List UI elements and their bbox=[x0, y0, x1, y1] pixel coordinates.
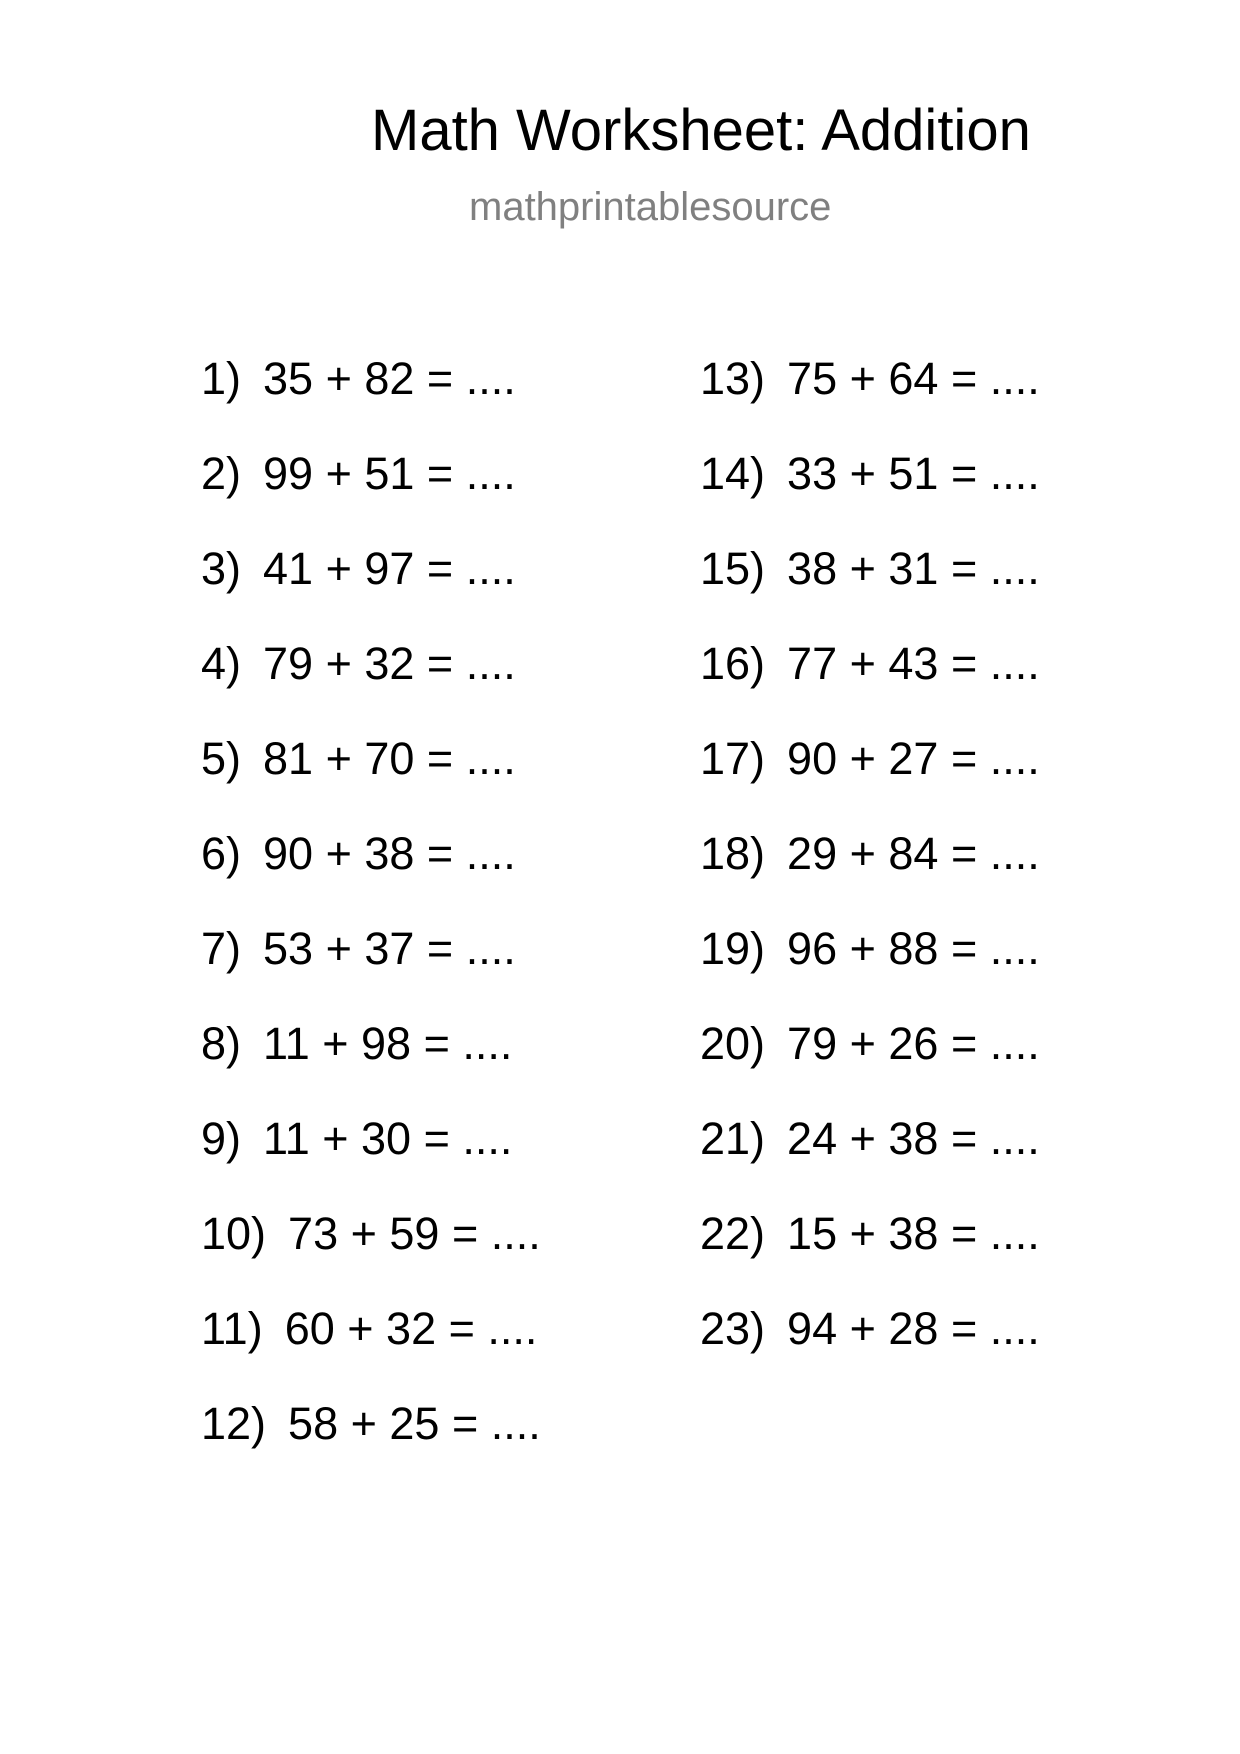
problem-expression: 75 + 64 = .... bbox=[787, 353, 1040, 404]
problem-number: 16) bbox=[700, 638, 766, 689]
problem-expression: 81 + 70 = .... bbox=[263, 733, 516, 784]
problem-expression: 58 + 25 = .... bbox=[288, 1398, 541, 1449]
problem-expression: 33 + 51 = .... bbox=[787, 448, 1040, 499]
problem-number: 13) bbox=[700, 353, 766, 404]
problem-item bbox=[201, 1091, 541, 1186]
problem-number: 6) bbox=[201, 828, 242, 879]
problem-expression: 53 + 37 = .... bbox=[263, 923, 516, 974]
problem-expression: 38 + 31 = .... bbox=[787, 543, 1040, 594]
problem-number: 3) bbox=[201, 543, 242, 594]
problem-item bbox=[201, 1281, 541, 1376]
problem-number: 11) bbox=[201, 1303, 263, 1354]
problem-item bbox=[201, 901, 541, 996]
problem-item bbox=[700, 901, 1040, 996]
problem-number: 12) bbox=[201, 1398, 267, 1449]
problem-item bbox=[201, 806, 541, 901]
problem-expression: 15 + 38 = .... bbox=[787, 1208, 1040, 1259]
problem-number: 22) bbox=[700, 1208, 766, 1259]
problem-number: 19) bbox=[700, 923, 766, 974]
problem-item bbox=[201, 426, 541, 521]
problem-expression: 77 + 43 = .... bbox=[787, 638, 1040, 689]
problem-number: 23) bbox=[700, 1303, 766, 1354]
problem-item bbox=[700, 711, 1040, 806]
problem-expression: 96 + 88 = .... bbox=[787, 923, 1040, 974]
problem-item bbox=[201, 521, 541, 616]
problem-number: 8) bbox=[201, 1018, 242, 1069]
problem-expression: 73 + 59 = .... bbox=[288, 1208, 541, 1259]
problem-expression: 90 + 38 = .... bbox=[263, 828, 516, 879]
problem-item bbox=[700, 806, 1040, 901]
problem-number: 1) bbox=[201, 353, 242, 404]
problem-expression: 41 + 97 = .... bbox=[263, 543, 516, 594]
problem-expression: 11 + 30 = .... bbox=[263, 1113, 513, 1164]
problem-item bbox=[700, 1281, 1040, 1376]
problem-item bbox=[201, 1186, 541, 1281]
problems-column-left bbox=[201, 331, 541, 1471]
problem-number: 17) bbox=[700, 733, 766, 784]
problem-item bbox=[700, 996, 1040, 1091]
problem-number: 18) bbox=[700, 828, 766, 879]
problem-expression: 35 + 82 = .... bbox=[263, 353, 516, 404]
problem-number: 9) bbox=[201, 1113, 242, 1164]
worksheet-source: mathprintablesource bbox=[469, 185, 832, 229]
problems-column-right bbox=[700, 331, 1040, 1376]
problem-expression: 79 + 32 = .... bbox=[263, 638, 516, 689]
problem-expression: 79 + 26 = .... bbox=[787, 1018, 1040, 1069]
problem-number: 7) bbox=[201, 923, 242, 974]
problem-item bbox=[700, 521, 1040, 616]
problem-item bbox=[201, 996, 541, 1091]
problem-item bbox=[700, 331, 1040, 426]
problem-number: 21) bbox=[700, 1113, 766, 1164]
problem-item bbox=[700, 1091, 1040, 1186]
problem-expression: 60 + 32 = .... bbox=[284, 1303, 538, 1354]
problem-expression: 94 + 28 = .... bbox=[787, 1303, 1040, 1354]
problem-number: 10) bbox=[201, 1208, 267, 1259]
problem-expression: 99 + 51 = .... bbox=[263, 448, 516, 499]
problem-item bbox=[201, 331, 541, 426]
problem-number: 4) bbox=[201, 638, 242, 689]
problem-expression: 11 + 98 = .... bbox=[263, 1018, 513, 1069]
problem-number: 5) bbox=[201, 733, 242, 784]
problem-expression: 24 + 38 = .... bbox=[787, 1113, 1040, 1164]
problem-item bbox=[201, 616, 541, 711]
worksheet-title: Math Worksheet: Addition bbox=[371, 98, 1031, 163]
problem-expression: 90 + 27 = .... bbox=[787, 733, 1040, 784]
problem-item bbox=[201, 1376, 541, 1471]
problem-item bbox=[700, 616, 1040, 711]
problem-number: 2) bbox=[201, 448, 242, 499]
problem-item bbox=[700, 1186, 1040, 1281]
problem-item bbox=[700, 426, 1040, 521]
problem-expression: 29 + 84 = .... bbox=[787, 828, 1040, 879]
problem-number: 14) bbox=[700, 448, 766, 499]
problem-number: 15) bbox=[700, 543, 766, 594]
problem-number: 20) bbox=[700, 1018, 766, 1069]
problem-item bbox=[201, 711, 541, 806]
